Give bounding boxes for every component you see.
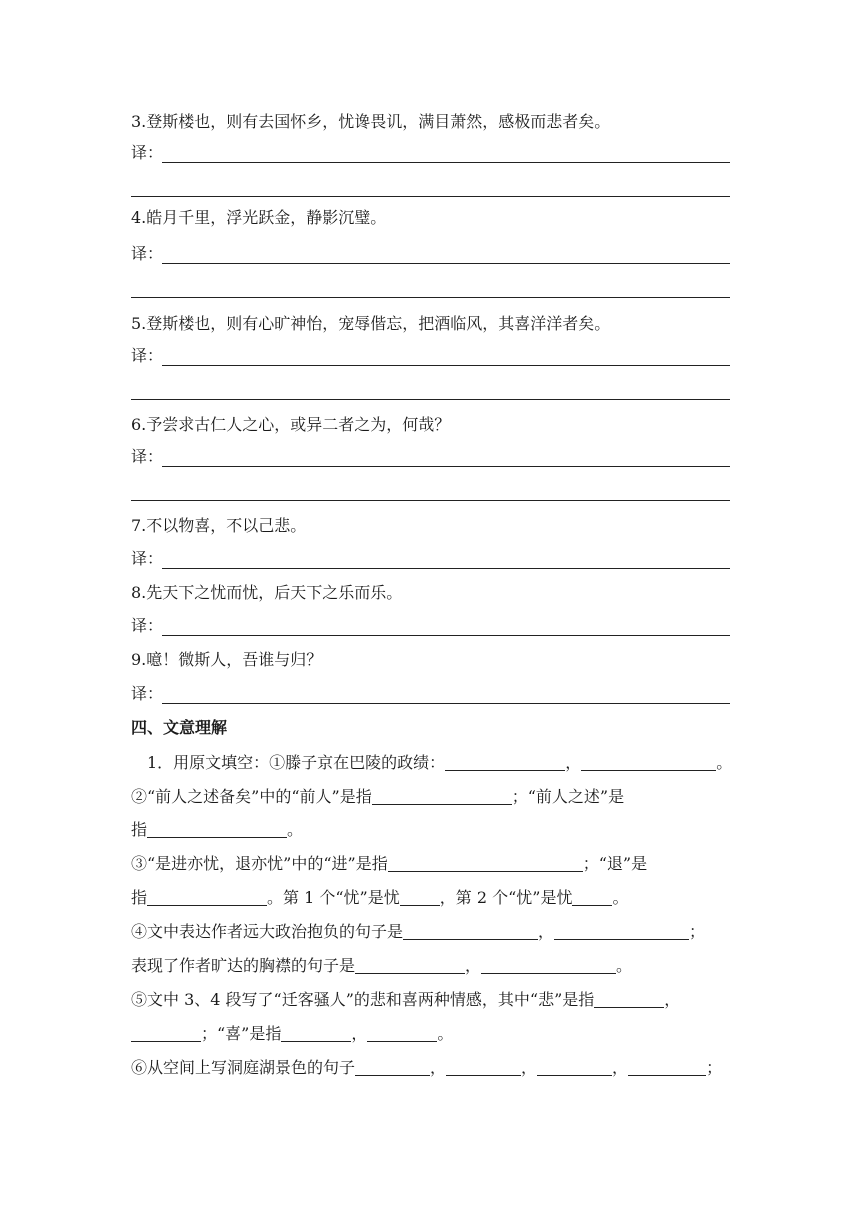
- blank[interactable]: [481, 957, 616, 974]
- blank[interactable]: [355, 957, 465, 974]
- blank[interactable]: [537, 1059, 612, 1076]
- sentence-9: 9.噫！微斯人，吾谁与归？: [131, 650, 323, 669]
- sentence-7: 7.不以物喜，不以己悲。: [131, 516, 307, 535]
- blank[interactable]: [554, 923, 689, 940]
- translate-line-4a[interactable]: [131, 244, 730, 264]
- translate-label: 译：: [131, 346, 164, 365]
- blank[interactable]: [388, 855, 583, 872]
- blank[interactable]: [147, 821, 287, 838]
- translate-label: 译：: [131, 447, 164, 466]
- translate-line-3a[interactable]: [131, 143, 730, 163]
- q1-item-4-line: ④文中表达作者远大政治抱负的句子是 ， ；: [131, 922, 706, 941]
- blank[interactable]: [400, 889, 440, 906]
- sentence-4: 4.皓月千里，浮光跃金，静影沉璧。: [131, 208, 387, 227]
- translate-line-6b[interactable]: [131, 500, 730, 501]
- blank[interactable]: [446, 1059, 521, 1076]
- blank[interactable]: [355, 1059, 430, 1076]
- translate-line-5a[interactable]: [131, 346, 730, 366]
- q1-item-4-cont: 表现了作者旷达的胸襟的句子是 ， 。: [131, 956, 633, 975]
- sentence-6: 6.予尝求古仁人之心，或异二者之为，何哉？: [131, 415, 451, 434]
- blank[interactable]: [445, 754, 565, 771]
- q1-item-5-cont: ；“喜”是指 ， 。: [131, 1024, 453, 1044]
- blank[interactable]: [147, 889, 267, 906]
- q1-item-3-line: ③“是进亦忧，退亦忧”中的“进”是指 ；“退”是: [131, 854, 648, 873]
- translate-label: 译：: [131, 244, 164, 263]
- translate-line-5b[interactable]: [131, 399, 730, 400]
- sentence-5: 5.登斯楼也，则有心旷神怡，宠辱偕忘，把酒临风，其喜洋洋者矣。: [131, 314, 611, 333]
- blank[interactable]: [131, 1025, 201, 1042]
- translate-line-7[interactable]: [131, 549, 730, 569]
- blank[interactable]: [281, 1025, 351, 1042]
- q1-intro-line: 1．用原文填空：①滕子京在巴陵的政绩： ， 。: [147, 753, 733, 772]
- translate-line-9[interactable]: [131, 684, 730, 704]
- blank[interactable]: [572, 889, 612, 906]
- translate-label: 译：: [131, 684, 164, 703]
- sentence-3: 3.登斯楼也，则有去国怀乡，忧谗畏讥，满目萧然，感极而悲者矣。: [131, 112, 611, 131]
- translate-label: 译：: [131, 549, 164, 568]
- q1-item-2-line: ②“前人之述备矣”中的“前人”是指 ；“前人之述”是: [131, 787, 625, 806]
- blank[interactable]: [372, 788, 512, 805]
- q1-item-3-cont: 指 。第 1 个“忧”是忧 ，第 2 个“忧”是忧 。: [131, 888, 629, 907]
- blank[interactable]: [594, 991, 664, 1008]
- blank[interactable]: [367, 1025, 437, 1042]
- translate-line-6a[interactable]: [131, 447, 730, 467]
- q1-item-2-cont: 指 。: [131, 820, 304, 839]
- q1-item-5-line: ⑤文中 3、4 段写了“迁客骚人”的悲和喜两种情感，其中“悲”是指 ，: [131, 990, 681, 1009]
- q1-item-6-line: ⑥从空间上写洞庭湖景色的句子 ， ， ， ；: [131, 1058, 723, 1077]
- sentence-8: 8.先天下之忧而忧，后天下之乐而乐。: [131, 583, 403, 602]
- translate-line-3b[interactable]: [131, 196, 730, 197]
- blank[interactable]: [581, 754, 716, 771]
- blank[interactable]: [403, 923, 538, 940]
- blank[interactable]: [628, 1059, 706, 1076]
- translate-line-4b[interactable]: [131, 297, 730, 298]
- section-title: 四、文意理解: [131, 718, 228, 737]
- translate-label: 译：: [131, 143, 164, 162]
- translate-label: 译：: [131, 616, 164, 635]
- translate-line-8[interactable]: [131, 616, 730, 636]
